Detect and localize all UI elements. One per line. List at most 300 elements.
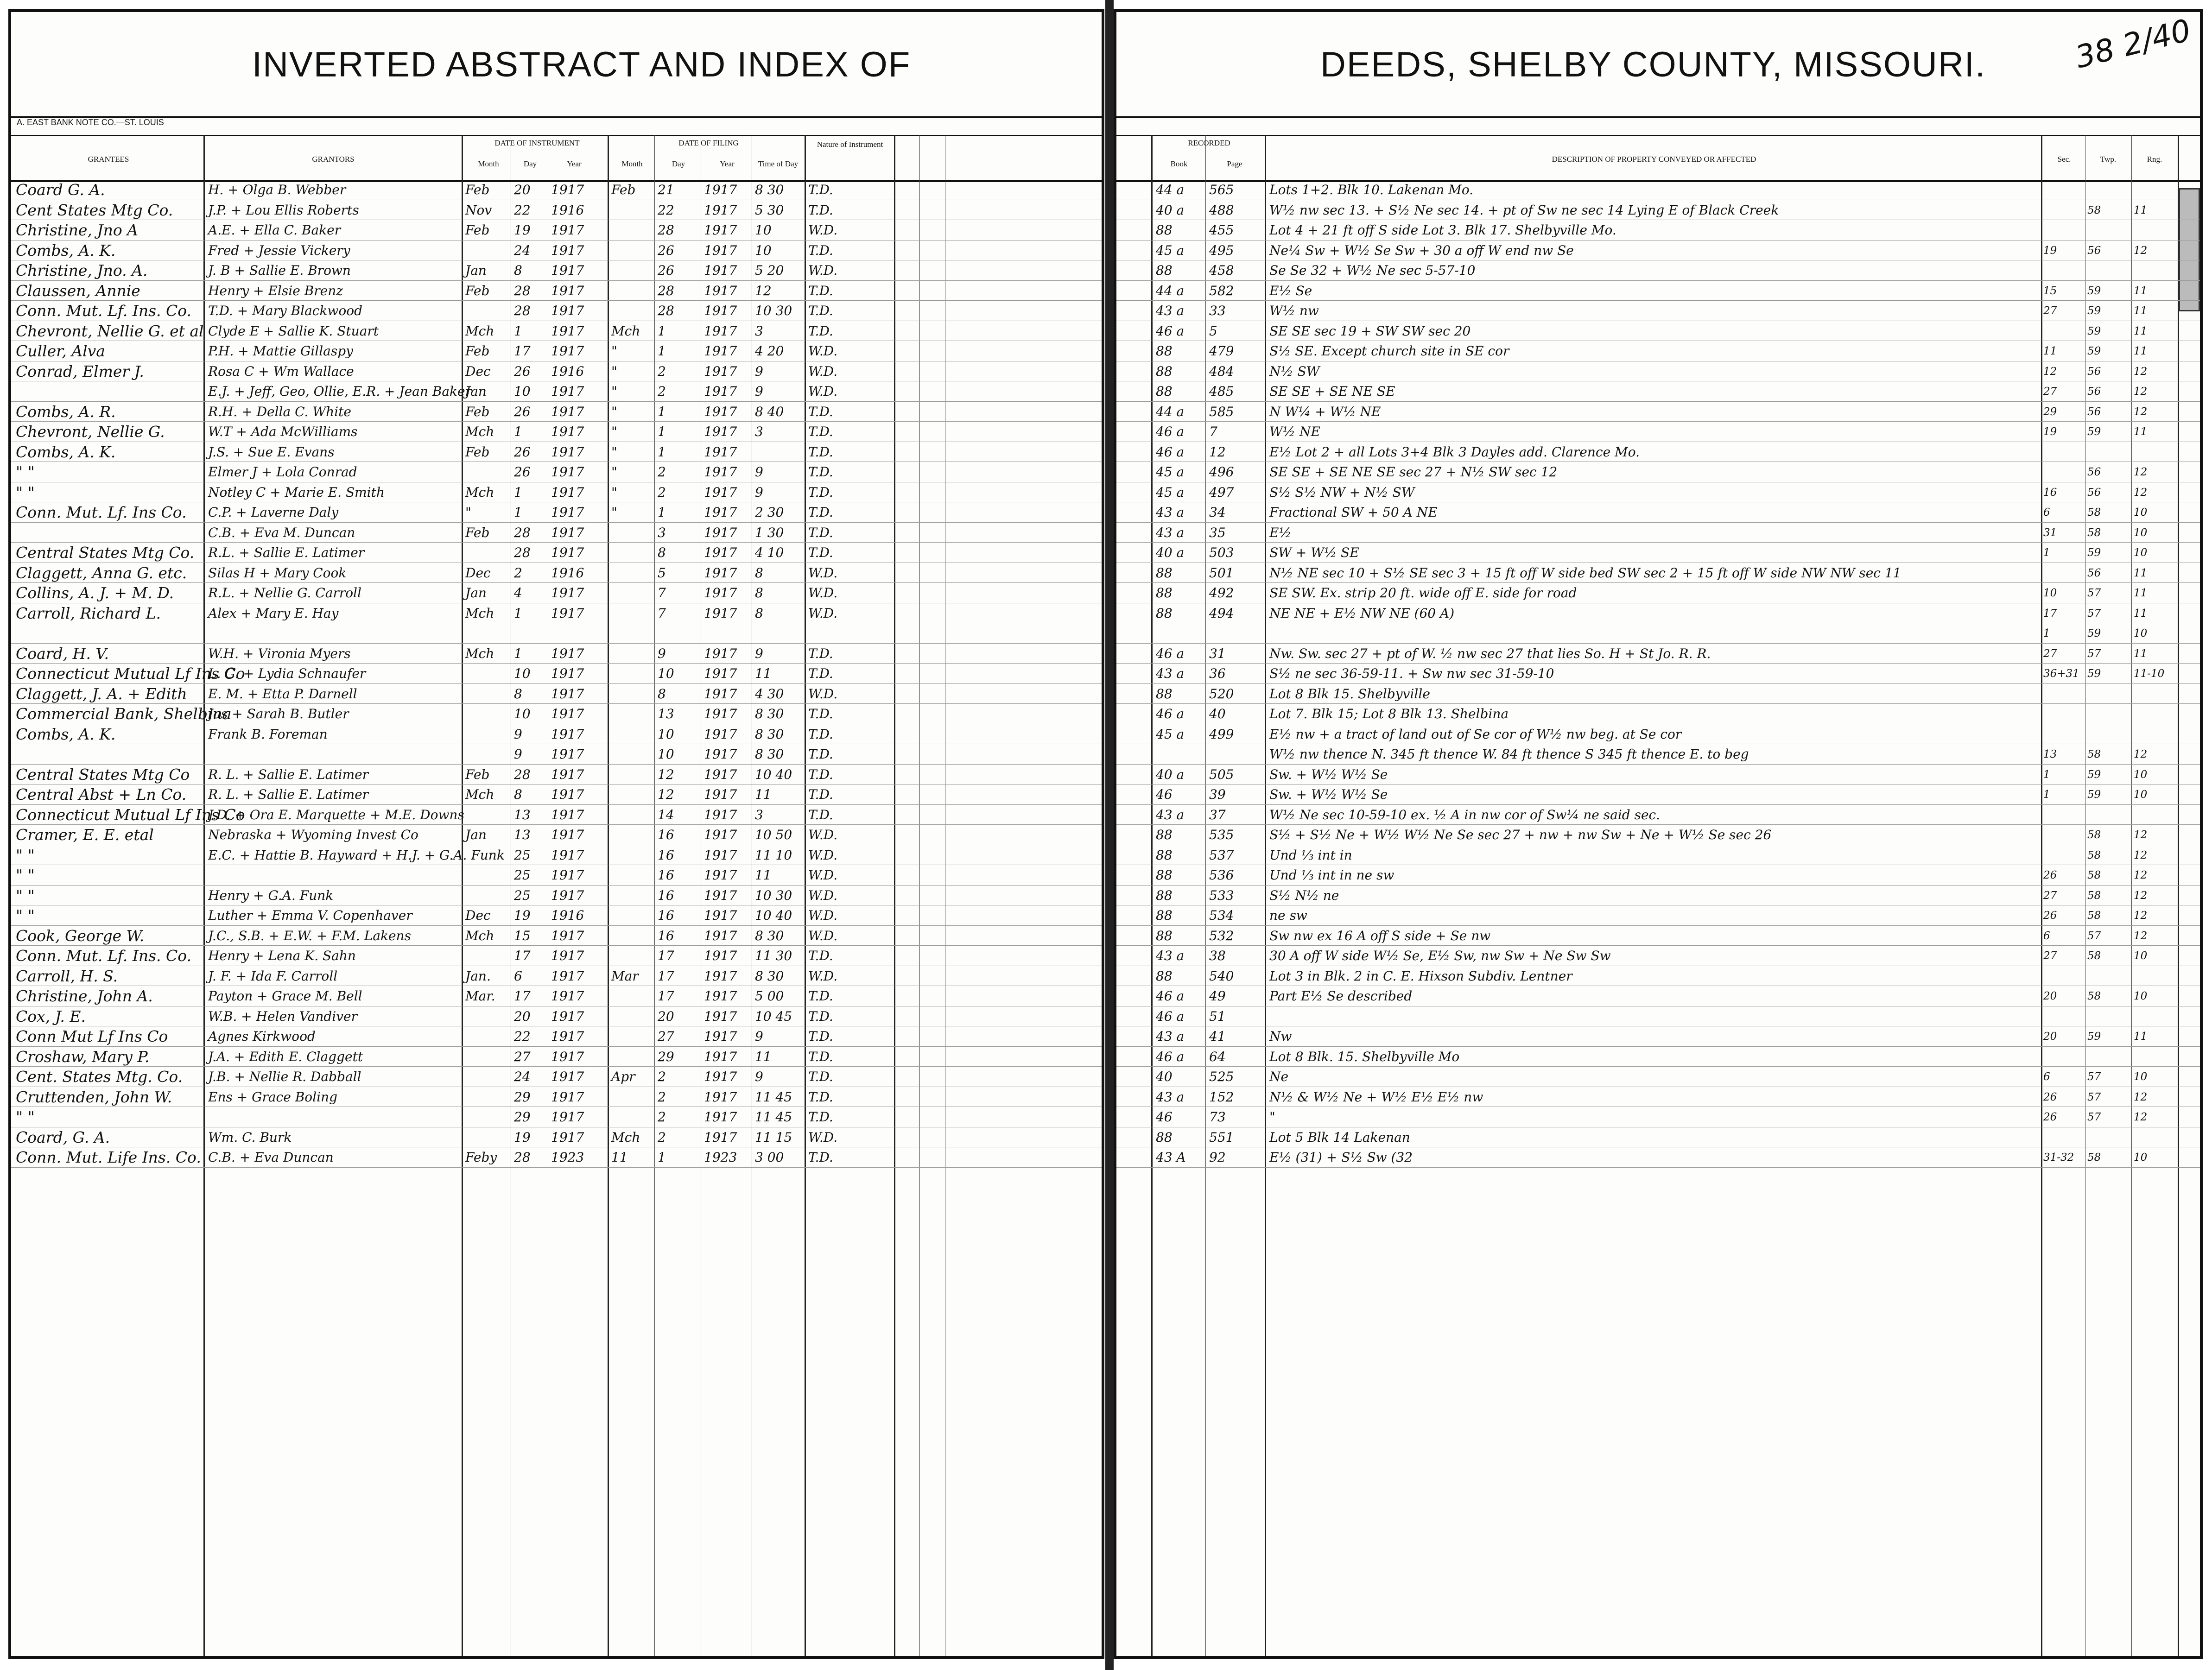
instrument-year-cell: 1917	[551, 605, 584, 621]
time-of-day-cell: 10 40	[755, 766, 792, 782]
filing-year-cell: 1917	[704, 746, 737, 762]
header-book: Book	[1170, 159, 1188, 168]
instrument-year-cell: 1917	[551, 1129, 584, 1145]
rng-cell: 12	[2134, 930, 2148, 942]
ledger-row	[1116, 422, 2200, 442]
sec-cell: 20	[2043, 990, 2057, 1002]
filing-year-cell: 1917	[704, 1008, 737, 1024]
nature-cell: T.D.	[808, 1049, 833, 1064]
grantee-cell: Claggett, J. A. + Edith	[16, 684, 187, 703]
instrument-month-cell: Feb	[465, 343, 490, 359]
instrument-month-cell: Mch	[465, 928, 494, 943]
filing-year-cell: 1917	[704, 404, 737, 419]
description-cell: SE SW. Ex. strip 20 ft. wide off E. side for road	[1269, 585, 1577, 601]
time-of-day-cell: 11 45	[755, 1109, 792, 1125]
rng-cell: 12	[2134, 405, 2148, 418]
page-cell: 458	[1209, 263, 1234, 278]
page-cell: 455	[1209, 222, 1234, 238]
page-cell: 533	[1209, 887, 1234, 903]
filing-day-cell: 1	[658, 343, 666, 359]
instrument-month-cell: Mch	[465, 484, 494, 500]
ledger-row	[11, 664, 1102, 684]
book-cell: 88	[1156, 928, 1173, 943]
grantee-cell: Croshaw, Mary P.	[16, 1047, 150, 1066]
nature-cell: T.D.	[808, 807, 833, 822]
book-cell: 43 a	[1156, 525, 1185, 540]
rng-cell: 11	[2134, 325, 2148, 337]
filing-day-cell: 28	[658, 303, 674, 318]
ledger-row	[1116, 966, 2200, 987]
instrument-month-cell: Feb	[465, 766, 490, 782]
rng-cell: 11	[2134, 345, 2148, 357]
grantor-cell: Silas H + Mary Cook	[208, 565, 347, 581]
twp-cell: 58	[2087, 889, 2101, 902]
ledger-row	[1116, 1087, 2200, 1107]
rng-cell: 10	[2134, 526, 2148, 539]
page-cell: 565	[1209, 182, 1234, 197]
description-cell: SE SE + SE NE SE	[1269, 384, 1395, 399]
book-cell: 88	[1156, 1129, 1173, 1145]
page-cell: 536	[1209, 867, 1234, 883]
nature-cell: W.D.	[808, 585, 838, 601]
filing-day-cell: 28	[658, 283, 674, 298]
description-cell: E½ nw + a tract of land out of Se cor of W½ nw beg. at Se cor	[1269, 726, 1682, 742]
instrument-year-cell: 1917	[551, 424, 584, 439]
instrument-year-cell: 1916	[551, 363, 584, 379]
instrument-year-cell: 1917	[551, 1109, 584, 1125]
filing-day-cell: 16	[658, 908, 674, 923]
right-ledger-page	[1114, 9, 2203, 1659]
rng-cell: 10	[2134, 506, 2148, 519]
sec-cell: 6	[2043, 1071, 2050, 1083]
time-of-day-cell: 9	[755, 645, 763, 661]
twp-cell: 59	[2087, 547, 2101, 559]
nature-cell: T.D.	[808, 283, 833, 298]
nature-cell: T.D.	[808, 242, 833, 258]
book-cell: 88	[1156, 908, 1173, 923]
book-cell: 45 a	[1156, 726, 1185, 742]
time-of-day-cell: 10 45	[755, 1008, 792, 1024]
left-entries	[11, 180, 1102, 1168]
twp-cell: 58	[2087, 910, 2101, 922]
grantor-cell: J.C., S.B. + E.W. + F.M. Lakens	[208, 928, 411, 943]
grantor-cell: Frank B. Foreman	[208, 726, 328, 742]
filing-day-cell: 1	[658, 1150, 666, 1165]
book-cell: 45 a	[1156, 484, 1185, 500]
ledger-row	[1116, 886, 2200, 906]
grantor-cell: C.P. + Laverne Daly	[208, 505, 339, 520]
nature-cell: T.D.	[808, 505, 833, 520]
grantor-cell: Notley C + Marie E. Smith	[208, 484, 385, 500]
instrument-day-cell: 28	[514, 766, 531, 782]
nature-cell: W.D.	[808, 222, 838, 238]
grantor-cell: H. + Olga B. Webber	[208, 182, 346, 197]
instrument-year-cell: 1917	[551, 706, 584, 721]
grantee-cell: Central Abst + Ln Co.	[16, 785, 187, 803]
nature-cell: W.D.	[808, 847, 838, 863]
nature-cell: T.D.	[808, 1089, 833, 1105]
nature-cell: T.D.	[808, 766, 833, 782]
filing-year-cell: 1917	[704, 867, 737, 883]
page-cell: 36	[1209, 666, 1226, 681]
grantor-cell: E.C. + Hattie B. Hayward + H.J. + G.A. Funk	[208, 847, 505, 863]
grantor-cell: C.B. + Eva M. Duncan	[208, 525, 355, 540]
book-cell: 88	[1156, 363, 1173, 379]
grantee-cell: " "	[16, 463, 35, 481]
twp-cell: 58	[2087, 526, 2101, 539]
instrument-year-cell: 1917	[551, 887, 584, 903]
sec-cell: 26	[2043, 910, 2057, 922]
time-of-day-cell: 9	[755, 484, 763, 500]
sec-cell: 27	[2043, 889, 2057, 902]
nature-cell: T.D.	[808, 323, 833, 339]
nature-cell: T.D.	[808, 1150, 833, 1165]
instrument-month-cell: Feb	[465, 444, 490, 460]
page-cell: 39	[1209, 787, 1226, 802]
instrument-day-cell: 10	[514, 706, 531, 721]
sec-cell: 16	[2043, 486, 2057, 499]
filing-year-cell: 1917	[704, 505, 737, 520]
ledger-row	[11, 865, 1102, 886]
ledger-row	[11, 321, 1102, 342]
instrument-year-cell: 1917	[551, 525, 584, 540]
ledger-row	[11, 543, 1102, 563]
filing-year-cell: 1917	[704, 666, 737, 681]
rng-cell: 10	[2134, 1151, 2148, 1164]
grantor-cell: Henry + G.A. Funk	[208, 887, 334, 903]
header-date-of-filing: DATE OF FILING	[678, 139, 739, 147]
ledger-row	[1116, 563, 2200, 583]
instrument-year-cell: 1917	[551, 928, 584, 943]
filing-day-cell: 7	[658, 585, 666, 601]
sec-cell: 1	[2043, 627, 2050, 639]
grantee-cell: " "	[16, 483, 35, 501]
book-cell: 46 a	[1156, 323, 1185, 339]
description-cell: Lot 4 + 21 ft off S side Lot 3. Blk 17. Shelbyville Mo.	[1269, 222, 1616, 238]
ledger-row	[11, 402, 1102, 422]
twp-cell: 59	[2087, 668, 2101, 680]
ledger-row	[1116, 402, 2200, 422]
ledger-row	[11, 946, 1102, 966]
filing-year-cell: 1917	[704, 222, 737, 238]
sec-cell: 19	[2043, 244, 2057, 257]
page-cell: 495	[1209, 242, 1234, 258]
filing-year-cell: 1917	[704, 1129, 737, 1145]
filing-year-cell: 1917	[704, 988, 737, 1004]
filing-year-cell: 1917	[704, 323, 737, 339]
filing-day-cell: 28	[658, 222, 674, 238]
sec-cell: 26	[2043, 1091, 2057, 1103]
ledger-row	[1116, 784, 2200, 805]
rng-cell: 12	[2134, 386, 2148, 398]
grantee-cell: Claggett, Anna G. etc.	[16, 563, 187, 582]
book-cell: 43 a	[1156, 666, 1185, 681]
filing-day-cell: 1	[658, 323, 666, 339]
ledger-row	[11, 341, 1102, 361]
page-cell: 488	[1209, 202, 1234, 218]
grantee-cell: Conn. Mut. Life Ins. Co.	[16, 1148, 201, 1166]
grantee-cell: Combs, A. K.	[16, 241, 116, 259]
instrument-year-cell: 1917	[551, 666, 584, 681]
filing-year-cell: 1917	[704, 1069, 737, 1084]
page-cell: 551	[1209, 1129, 1234, 1145]
ledger-row	[1116, 986, 2200, 1006]
filing-day-cell: 2	[658, 1129, 666, 1145]
time-of-day-cell: 5 00	[755, 988, 784, 1004]
book-cell: 88	[1156, 263, 1173, 278]
instrument-year-cell: 1917	[551, 746, 584, 762]
rng-cell: 12	[2134, 244, 2148, 257]
description-cell: E½ Se	[1269, 283, 1312, 298]
ledger-row	[11, 623, 1102, 644]
filing-day-cell: 10	[658, 726, 674, 742]
grantee-cell: Coard G. A.	[16, 181, 105, 199]
instrument-month-cell: Feb	[465, 525, 490, 540]
instrument-day-cell: 8	[514, 686, 522, 702]
rng-cell: 11	[2134, 607, 2148, 620]
rng-cell: 11	[2134, 1031, 2148, 1043]
sec-cell: 1	[2043, 768, 2050, 781]
instrument-year-cell: 1917	[551, 645, 584, 661]
grantor-cell: R.L. + Nellie G. Carroll	[208, 585, 361, 601]
grantee-cell: Collins, A. J. + M. D.	[16, 584, 174, 602]
description-cell: Nw	[1269, 1029, 1292, 1044]
instrument-day-cell: 15	[514, 928, 531, 943]
description-cell: E½ Lot 2 + all Lots 3+4 Blk 3 Dayles add. Clarence Mo.	[1269, 444, 1640, 460]
ledger-row	[1116, 724, 2200, 745]
header-filing-month: Month	[621, 159, 643, 168]
instrument-year-cell: 1917	[551, 384, 584, 399]
filing-month-cell: Feb	[611, 182, 636, 197]
grantor-cell: Agnes Kirkwood	[208, 1029, 316, 1044]
page-cell: 5	[1209, 323, 1217, 339]
description-cell: Lot 3 in Blk. 2 in C. E. Hixson Subdiv. Lentner	[1269, 968, 1572, 984]
grantor-cell: J.P. + Lou Ellis Roberts	[208, 202, 359, 218]
filing-day-cell: 1	[658, 505, 666, 520]
ledger-row	[1116, 926, 2200, 946]
filing-day-cell: 3	[658, 525, 666, 540]
instrument-year-cell: 1917	[551, 182, 584, 197]
filing-day-cell: 10	[658, 746, 674, 762]
ledger-row	[11, 886, 1102, 906]
description-cell: W½ NE	[1269, 424, 1320, 439]
time-of-day-cell: 9	[755, 363, 763, 379]
ledger-row	[1116, 220, 2200, 240]
filing-day-cell: 16	[658, 887, 674, 903]
instrument-year-cell: 1917	[551, 867, 584, 883]
description-cell: Lot 8 Blk 15. Shelbyville	[1269, 686, 1430, 702]
ledger-row	[1116, 502, 2200, 523]
instrument-day-cell: 22	[514, 1029, 531, 1044]
grantee-cell: " "	[16, 846, 35, 864]
filing-day-cell: 5	[658, 565, 666, 581]
description-cell: S½ + S½ Ne + W½ W½ Ne Se sec 27 + nw + nw Sw + Ne + W½ Se sec 26	[1269, 827, 1772, 842]
ledger-row	[11, 422, 1102, 442]
instrument-month-cell: Mch	[465, 323, 494, 339]
instrument-day-cell: 8	[514, 263, 522, 278]
time-of-day-cell: 9	[755, 1029, 763, 1044]
twp-cell: 56	[2087, 486, 2101, 499]
sec-cell: 10	[2043, 587, 2057, 599]
description-cell: Se Se 32 + W½ Ne sec 5-57-10	[1269, 263, 1476, 278]
filing-month-cell: "	[611, 484, 617, 500]
description-cell: E½	[1269, 525, 1292, 540]
grantor-cell: Alex + Mary E. Hay	[208, 605, 339, 621]
twp-cell: 57	[2087, 1071, 2101, 1083]
twp-cell: 59	[2087, 627, 2101, 639]
instrument-year-cell: 1917	[551, 1049, 584, 1064]
book-cell: 88	[1156, 827, 1173, 842]
instrument-day-cell: 29	[514, 1089, 531, 1105]
grantee-cell: Carroll, Richard L.	[16, 604, 161, 622]
filing-day-cell: 2	[658, 464, 666, 480]
header-time-of-day: Time of Day	[758, 159, 799, 168]
grantor-cell: Fred + Jessie Vickery	[208, 242, 350, 258]
nature-cell: T.D.	[808, 645, 833, 661]
ledger-row	[1116, 281, 2200, 301]
book-cell: 40	[1156, 1069, 1173, 1084]
ledger-row	[1116, 865, 2200, 886]
twp-cell: 58	[2087, 506, 2101, 519]
time-of-day-cell: 8 30	[755, 928, 784, 943]
page-cell: 152	[1209, 1089, 1234, 1105]
grantor-cell: C.B. + Eva Duncan	[208, 1150, 334, 1165]
time-of-day-cell: 8 30	[755, 182, 784, 197]
rng-cell: 11	[2134, 285, 2148, 297]
instrument-day-cell: 9	[514, 746, 522, 762]
sec-cell: 26	[2043, 869, 2057, 881]
filing-year-cell: 1917	[704, 343, 737, 359]
twp-cell: 57	[2087, 587, 2101, 599]
book-cell: 88	[1156, 343, 1173, 359]
page-cell: 503	[1209, 545, 1234, 560]
twp-cell: 59	[2087, 345, 2101, 357]
instrument-day-cell: 19	[514, 222, 531, 238]
ledger-row	[1116, 1147, 2200, 1168]
instrument-month-cell: Feb	[465, 283, 490, 298]
description-cell: SE SE sec 19 + SW SW sec 20	[1269, 323, 1471, 339]
grantor-cell: W.T + Ada McWilliams	[208, 424, 358, 439]
instrument-year-cell: 1917	[551, 1069, 584, 1084]
twp-cell: 56	[2087, 567, 2101, 579]
book-cell: 88	[1156, 585, 1173, 601]
rng-cell: 10	[2134, 627, 2148, 639]
book-cell: 88	[1156, 847, 1173, 863]
ledger-row	[11, 523, 1102, 543]
filing-day-cell: 13	[658, 706, 674, 721]
twp-cell: 59	[2087, 285, 2101, 297]
filing-day-cell: 1	[658, 424, 666, 439]
ledger-row	[11, 1127, 1102, 1148]
page-cell: 33	[1209, 303, 1226, 318]
twp-cell: 57	[2087, 607, 2101, 620]
description-cell: W½ nw sec 13. + S½ Ne sec 14. + pt of Sw ne sec 14 Lying E of Black Creek	[1269, 202, 1779, 218]
ledger-row	[1116, 684, 2200, 704]
grantee-cell: Coard, G. A.	[16, 1128, 110, 1146]
nature-cell: W.D.	[808, 263, 838, 278]
twp-cell: 58	[2087, 869, 2101, 881]
sec-cell: 1	[2043, 547, 2050, 559]
twp-cell: 56	[2087, 386, 2101, 398]
grantor-cell: E.J. + Jeff, Geo, Ollie, E.R. + Jean Baker	[208, 384, 471, 399]
rng-cell: 12	[2134, 889, 2148, 902]
time-of-day-cell: 8	[755, 565, 763, 581]
filing-day-cell: 26	[658, 263, 674, 278]
grantee-cell: Cramer, E. E. etal	[16, 826, 154, 844]
rng-cell: 10	[2134, 990, 2148, 1002]
instrument-year-cell: 1917	[551, 484, 584, 500]
filing-year-cell: 1917	[704, 464, 737, 480]
instrument-day-cell: 28	[514, 303, 531, 318]
rng-cell: 12	[2134, 869, 2148, 881]
filing-day-cell: 12	[658, 787, 674, 802]
nature-cell: T.D.	[808, 1029, 833, 1044]
ledger-row	[11, 1087, 1102, 1107]
filing-year-cell: 1917	[704, 545, 737, 560]
nature-cell: T.D.	[808, 988, 833, 1004]
filing-month-cell: "	[611, 424, 617, 439]
grantee-cell: Christine, John A.	[16, 987, 153, 1005]
rng-cell: 12	[2134, 910, 2148, 922]
grantor-cell: Elmer J + Lola Conrad	[208, 464, 357, 480]
description-cell: S½ S½ NW + N½ SW	[1269, 484, 1415, 500]
grantor-cell: R. L. + Sallie E. Latimer	[208, 766, 369, 782]
filing-year-cell: 1917	[704, 968, 737, 984]
instrument-day-cell: 26	[514, 444, 531, 460]
filing-day-cell: 2	[658, 484, 666, 500]
nature-cell: W.D.	[808, 565, 838, 581]
book-cell: 45 a	[1156, 464, 1185, 480]
instrument-year-cell: 1917	[551, 787, 584, 802]
instrument-year-cell: 1917	[551, 847, 584, 863]
filing-day-cell: 16	[658, 928, 674, 943]
rng-cell: 11	[2134, 204, 2148, 216]
page-cell: 479	[1209, 343, 1234, 359]
grantee-cell: Cox, J. E.	[16, 1007, 86, 1025]
time-of-day-cell: 11 15	[755, 1129, 792, 1145]
grantee-cell: " "	[16, 906, 35, 924]
filing-day-cell: 14	[658, 807, 674, 822]
left-column-headers	[11, 135, 1102, 182]
instrument-year-cell: 1917	[551, 444, 584, 460]
page-cell: 540	[1209, 968, 1234, 984]
page-cell: 492	[1209, 585, 1234, 601]
filing-day-cell: 2	[658, 384, 666, 399]
sec-cell: 27	[2043, 647, 2057, 660]
book-cell: 46	[1156, 787, 1173, 802]
header-filing-day: Day	[672, 159, 685, 168]
instrument-day-cell: 25	[514, 847, 531, 863]
book-cell: 88	[1156, 384, 1173, 399]
book-cell: 40 a	[1156, 766, 1185, 782]
header-recorded: RECORDED	[1188, 139, 1230, 147]
filing-day-cell: 16	[658, 867, 674, 883]
ledger-row	[1116, 1067, 2200, 1087]
ledger-row	[1116, 765, 2200, 785]
ledger-row	[11, 845, 1102, 866]
grantor-cell: E. M. + Etta P. Darnell	[208, 686, 357, 702]
sec-cell: 26	[2043, 1111, 2057, 1123]
nature-cell: T.D.	[808, 303, 833, 318]
page-cell: 484	[1209, 363, 1234, 379]
description-cell: N½ SW	[1269, 363, 1320, 379]
filing-day-cell: 2	[658, 1089, 666, 1105]
ledger-row	[11, 301, 1102, 321]
grantee-cell: Conn. Mut. Lf. Ins Co.	[16, 503, 187, 521]
nature-cell: T.D.	[808, 484, 833, 500]
instrument-year-cell: 1917	[551, 242, 584, 258]
time-of-day-cell: 9	[755, 384, 763, 399]
